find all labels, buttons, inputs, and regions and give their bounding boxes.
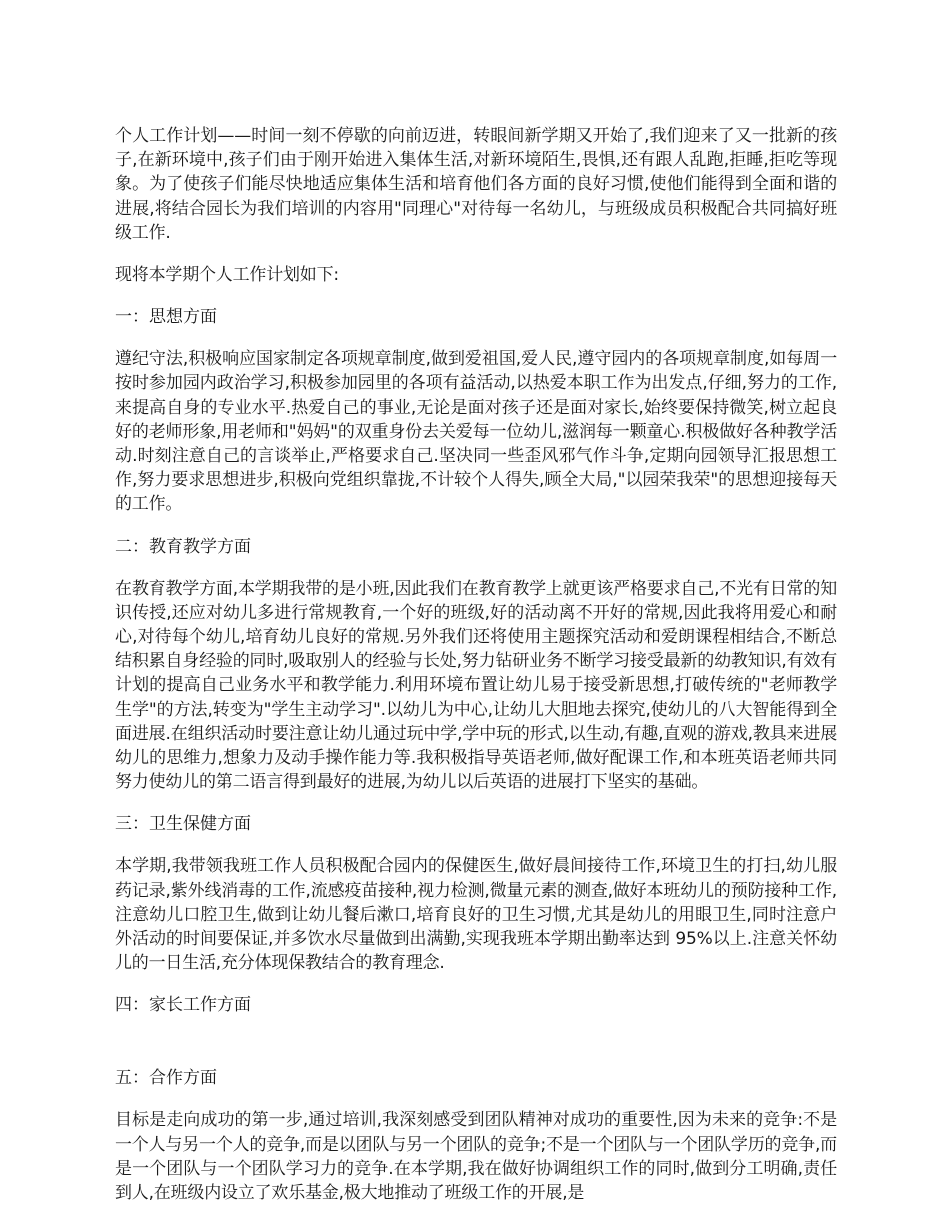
- lead-paragraph: 现将本学期个人工作计划如下:: [115, 265, 339, 286]
- section-heading-thought: 一：思想方面: [115, 307, 217, 328]
- section-body-health: 本学期,我带领我班工作人员积极配合园内的保健医生,做好晨间接待工作,环境卫生的打扫,幼儿服药记录,紫外线消毒的工作,流感疫苗接种,视力检测,微量元素的测查,做好本班幼儿的预防接种工作,注意幼儿口腔卫生,做到让幼儿餐后漱口,培育良好的卫生习惯,尤其是幼儿的用眼卫生,同时注意户外活动的时间要保证,并多饮水尽量做到出满勤,实现我班本学期出勤率达到 95%以上.注意关怀幼儿的一日生活,充分体现保教结合的教育理念.: [115, 856, 837, 974]
- section-heading-health: 三：卫生保健方面: [115, 814, 251, 835]
- document-page: [115, 124, 837, 1205]
- intro-paragraph: 个人工作计划——时间一刻不停歇的向前迈进，转眼间新学期又开始了,我们迎来了又一批新的孩子,在新环境中,孩子们由于刚开始进入集体生活,对新环境陌生,畏惧,还有跟人乱跑,拒睡,拒吃等现象。为了使孩子们能尽快地适应集体生活和培育他们各方面的良好习惯,使他们能得到全面和谐的进展,将结合园长为我们培训的内容用"同理心"对待每一名幼儿，与班级成员积极配合共同搞好班级工作.: [115, 126, 837, 243]
- section-body-teaching: 在教育教学方面,本学期我带的是小班,因此我们在教育教学上就更该严格要求自己,不光有日常的知识传授,还应对幼儿多进行常规教育,一个好的班级,好的活动离不开好的常规,因此我将用爱心和耐心,对待每个幼儿,培育幼儿良好的常规.另外我们还将使用主题探究活动和爱朗课程相结合,不断总结积累自身经验的同时,吸取别人的经验与长处,努力钻研业务不断学习接受最新的幼教知识,有效有计划的提高自己业务水平和教学能力.利用环境布置让幼儿易于接受新思想,打破传统的"老师教学生学"的方法,转变为"学生主动学习".以幼儿为中心,让幼儿大胆地去探究,使幼儿的八大智能得到全面进展.在组织活动时要注意让幼儿通过玩中学,学中玩的形式,以生动,有趣,直观的游戏,教具来进展幼儿的思维力,想象力及动手操作能力等.我积极指导英语老师,做好配课工作,和本班英语老师共同努力使幼儿的第二语言得到最好的进展,为幼儿以后英语的进展打下坚实的基础。: [115, 578, 837, 793]
- section-heading-parents: 四：家长工作方面: [115, 995, 251, 1016]
- section-body-thought: 遵纪守法,积极响应国家制定各项规章制度,做到爱祖国,爱人民,遵守园内的各项规章制度,如每周一按时参加园内政治学习,积极参加园里的各项有益活动,以热爱本职工作为出发点,仔细,努力的工作,来提高自身的专业水平.热爱自己的事业,无论是面对孩子还是面对家长,始终要保持微笑,树立起良好的老师形象,用老师和"妈妈"的双重身份去关爱每一位幼儿,滋润每一颗童心.积极做好各种教学活动.时刻注意自己的言谈举止,严格要求自己.坚决同一些歪风邪气作斗争,定期向园领导汇报思想工作,努力要求思想进步,积极向党组织靠拢,不计较个人得失,顾全大局,"以园荣我荣"的思想迎接每天的工作。: [115, 349, 837, 515]
- section-body-cooperation: 目标是走向成功的第一步,通过培训,我深刻感受到团队精神对成功的重要性,因为未来的竞争:不是一个人与另一个人的竞争,而是以团队与另一个团队的竞争;不是一个团队与一个团队学历的竞争,而是一个团队与一个团队学习力的竞争.在本学期,我在做好协调组织工作的同时,做到分工明确,责任到人,在班级内设立了欢乐基金,极大地推动了班级工作的开展,是: [115, 1110, 837, 1204]
- section-heading-cooperation: 五：合作方面: [115, 1068, 217, 1089]
- section-heading-teaching: 二：教育教学方面: [115, 536, 251, 557]
